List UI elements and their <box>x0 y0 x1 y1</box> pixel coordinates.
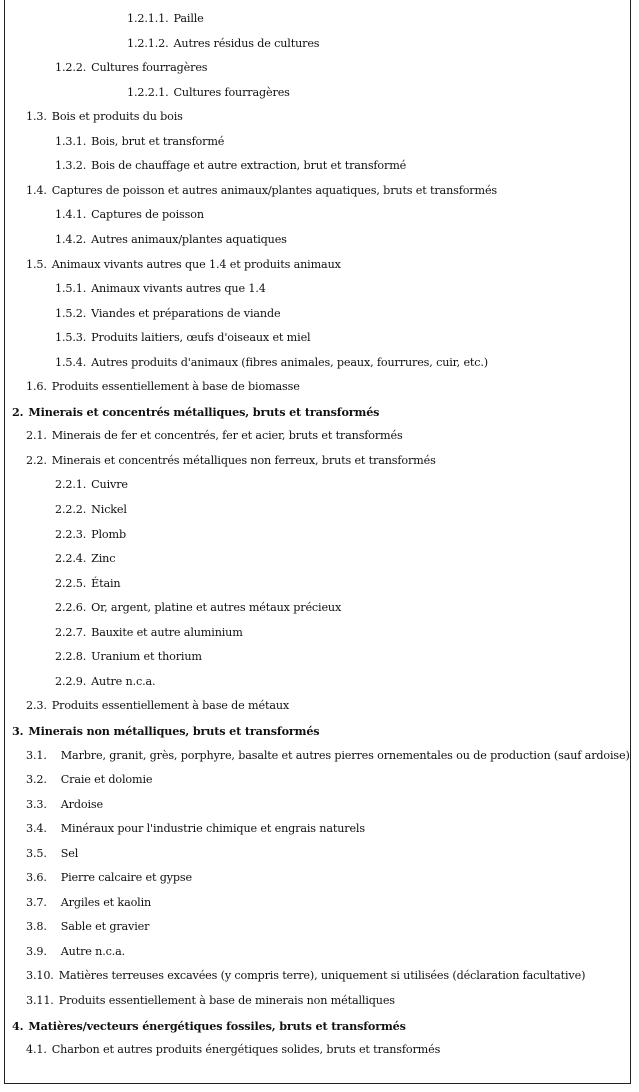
item-label: Animaux vivants autres que 1.4 <box>91 282 266 296</box>
list-item <box>55 672 155 692</box>
section-heading <box>12 721 319 741</box>
list-item <box>26 795 103 815</box>
item-label: Autres animaux/plantes aquatiques <box>91 232 287 246</box>
item-number: 1.5. <box>26 257 47 271</box>
item-label: Zinc <box>91 552 116 566</box>
item-number: 4. <box>12 1018 24 1033</box>
item-label: Bois de chauffage et autre extraction, brut et transformé <box>91 159 407 173</box>
item-label: Argiles et kaolin <box>60 895 152 909</box>
item-number: 1.4. <box>26 183 47 197</box>
list-item <box>55 156 406 176</box>
item-number: 2.2.9. <box>55 674 87 688</box>
item-number: 3.3. <box>26 797 47 811</box>
item-number: 1.4.1. <box>55 208 87 222</box>
item-label: Minerais de fer et concentrés, fer et acier, bruts et transformés <box>51 429 403 443</box>
item-number: 3.1. <box>26 748 47 762</box>
item-label: Bois, brut et transformé <box>91 134 225 148</box>
list-item <box>26 255 341 275</box>
list-item <box>26 107 183 127</box>
item-label: Paille <box>173 12 204 25</box>
list-item <box>55 279 266 299</box>
item-label: Produits essentiellement à base de biomasse <box>51 380 300 394</box>
item-label: Produits essentiellement à base de métaux <box>51 699 290 713</box>
item-number: 1.3.1. <box>55 134 87 148</box>
item-label: Cuivre <box>91 478 128 492</box>
list-item <box>127 9 204 29</box>
list-item <box>26 868 192 888</box>
item-label: Viandes et préparations de viande <box>91 306 281 320</box>
list-item <box>55 647 202 667</box>
item-number: 1.2.2. <box>55 61 87 75</box>
list-item <box>55 132 224 152</box>
item-label: Sel <box>60 846 79 860</box>
item-label: Autre n.c.a. <box>91 674 156 688</box>
item-number: 3.8. <box>26 920 47 934</box>
list-item <box>26 746 630 766</box>
item-number: 1.3. <box>26 110 47 124</box>
item-label: Autres produits d'animaux (fibres animales, peaux, fourrures, cuir, etc.) <box>91 355 489 369</box>
list-item <box>127 83 290 103</box>
item-label: Charbon et autres produits énergétiques solides, bruts et transformés <box>51 1043 441 1057</box>
list-item <box>55 623 243 643</box>
item-number: 3. <box>12 723 24 738</box>
list-item <box>26 893 151 913</box>
item-number: 2.2.2. <box>55 503 87 516</box>
item-number: 2.2.4. <box>55 552 87 566</box>
item-number: 2.2.6. <box>55 601 87 615</box>
item-number: 3.4. <box>26 822 47 836</box>
list-item <box>55 58 207 78</box>
item-label: Or, argent, platine et autres métaux précieux <box>91 601 342 615</box>
item-number: 2.2. <box>26 453 47 467</box>
item-label: Matières terreuses excavées (y compris terre), uniquement si utilisées (déclaration facultative) <box>58 969 586 983</box>
item-number: 2. <box>12 404 24 419</box>
item-number: 2.2.1. <box>55 478 87 492</box>
list-item <box>55 574 121 594</box>
item-number: 1.2.1.2. <box>127 36 169 50</box>
list-item <box>55 549 115 569</box>
list-item <box>26 942 125 962</box>
list-item <box>26 377 300 397</box>
item-label: Cultures fourragères <box>91 61 208 75</box>
item-number: 1.2.1.1. <box>127 12 169 25</box>
item-number: 3.5. <box>26 846 47 860</box>
item-label: Sable et gravier <box>60 920 150 934</box>
list-item <box>26 819 365 839</box>
list-item <box>55 328 310 348</box>
item-label: Autre n.c.a. <box>60 944 126 958</box>
item-number: 1.4.2. <box>55 232 87 246</box>
list-item <box>55 475 128 495</box>
item-number: 3.6. <box>26 871 47 885</box>
list-item <box>55 525 126 545</box>
item-number: 1.5.2. <box>55 306 87 320</box>
item-number: 1.5.4. <box>55 355 87 369</box>
list-item <box>55 500 127 520</box>
item-number: 3.11. <box>26 994 54 1007</box>
item-number: 2.2.7. <box>55 625 87 639</box>
item-label: Bauxite et autre aluminium <box>91 625 243 639</box>
list-item <box>26 844 78 864</box>
item-label: Pierre calcaire et gypse <box>60 871 192 885</box>
item-label: Nickel <box>91 503 127 516</box>
item-label: Produits essentiellement à base de minerais non métalliques <box>58 994 395 1007</box>
list-item <box>26 991 395 1011</box>
section-heading <box>12 1016 406 1036</box>
list-item <box>26 770 152 790</box>
item-number: 4.1. <box>26 1043 47 1057</box>
item-number: 1.5.1. <box>55 282 87 296</box>
section-heading <box>12 402 379 422</box>
item-label: Uranium et thorium <box>91 650 202 664</box>
item-label: Captures de poisson et autres animaux/plantes aquatiques, bruts et transformés <box>51 183 498 197</box>
item-label: Captures de poisson <box>91 208 204 222</box>
item-label: Animaux vivants autres que 1.4 et produits animaux <box>51 257 341 271</box>
list-item <box>26 966 585 986</box>
item-label: Marbre, granit, grès, porphyre, basalte et autres pierres ornementales ou de production (sauf ardoise) <box>60 748 630 762</box>
list-item <box>26 696 289 716</box>
item-label: Craie et dolomie <box>60 773 153 787</box>
item-label: Minerais et concentrés métalliques non ferreux, bruts et transformés <box>51 453 436 467</box>
item-number: 2.2.8. <box>55 650 87 664</box>
list-item <box>26 426 403 446</box>
item-number: 1.6. <box>26 380 47 394</box>
list-item <box>55 598 341 618</box>
item-number: 1.3.2. <box>55 159 87 173</box>
item-number: 3.10. <box>26 969 54 983</box>
item-number: 2.1. <box>26 429 47 443</box>
item-label: Minéraux pour l'industrie chimique et engrais naturels <box>60 822 365 836</box>
list-item <box>55 205 204 225</box>
item-label: Ardoise <box>60 797 103 811</box>
item-label: Cultures fourragères <box>173 85 290 99</box>
item-label: Minerais non métalliques, bruts et transformés <box>28 723 320 738</box>
item-label: Matières/vecteurs énergétiques fossiles, bruts et transformés <box>28 1018 406 1033</box>
item-label: Minerais et concentrés métalliques, bruts et transformés <box>28 404 380 419</box>
item-number: 3.7. <box>26 895 47 909</box>
item-number: 2.2.5. <box>55 576 87 590</box>
item-number: 1.5.3. <box>55 331 87 345</box>
list-item <box>127 34 319 54</box>
list-item <box>26 181 497 201</box>
item-label: Plomb <box>91 527 126 541</box>
item-number: 3.9. <box>26 944 47 958</box>
item-label: Autres résidus de cultures <box>173 36 320 50</box>
list-item <box>55 230 287 250</box>
list-item <box>55 353 488 373</box>
list-item <box>26 1040 440 1060</box>
item-label: Étain <box>91 576 121 590</box>
list-item <box>26 451 436 471</box>
item-number: 2.2.3. <box>55 527 87 541</box>
list-item <box>26 917 149 937</box>
item-label: Bois et produits du bois <box>51 110 183 124</box>
list-item <box>55 304 280 324</box>
item-number: 3.2. <box>26 773 47 787</box>
item-label: Produits laitiers, œufs d'oiseaux et miel <box>91 331 311 345</box>
item-number: 2.3. <box>26 699 47 713</box>
item-number: 1.2.2.1. <box>127 85 169 99</box>
